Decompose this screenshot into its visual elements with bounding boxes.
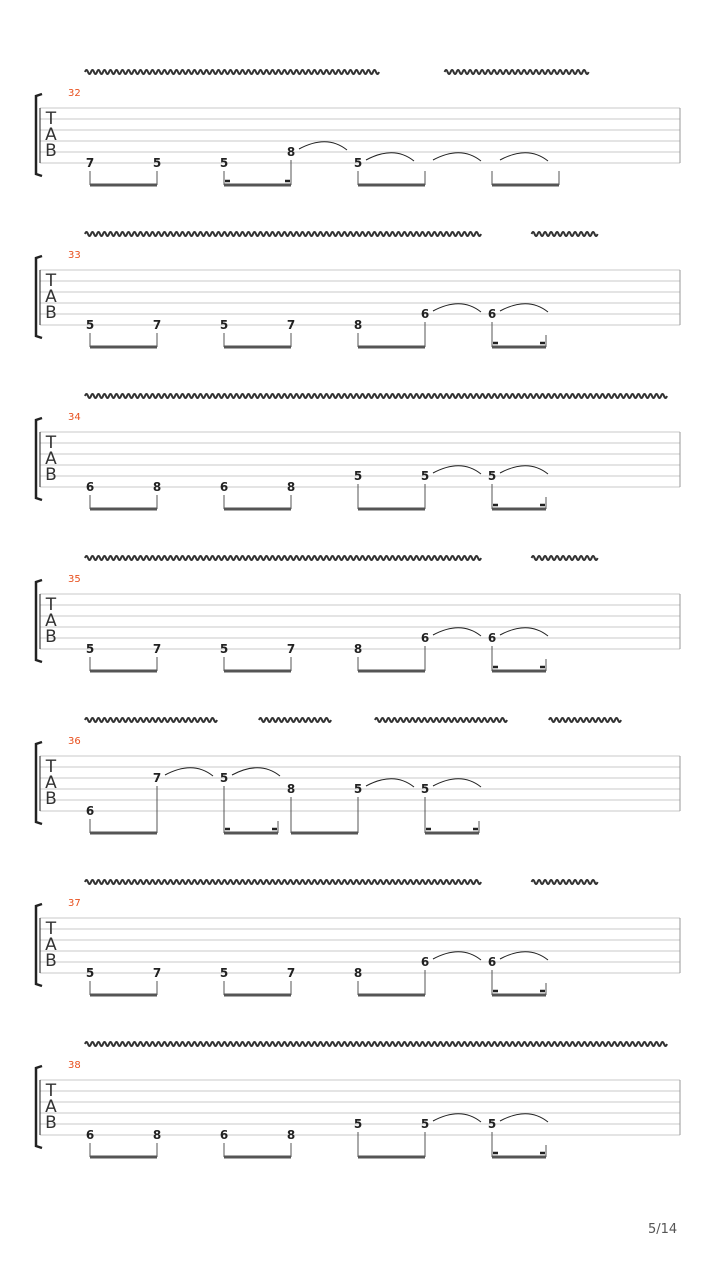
fret-number: 6 <box>487 955 497 969</box>
tie-arc <box>433 779 481 787</box>
tab-clef-letter: B <box>45 789 57 809</box>
tab-clef-letter: B <box>45 141 57 161</box>
measure-number: 34 <box>68 412 81 423</box>
vibrato-line <box>85 232 481 236</box>
fret-number: 5 <box>420 469 430 483</box>
tab-clef-letter: T <box>45 919 57 939</box>
fret-number: 5 <box>85 966 95 980</box>
fret-number: 8 <box>353 966 363 980</box>
tie-arc <box>500 466 548 474</box>
fret-number: 5 <box>85 318 95 332</box>
tab-clef-letter: T <box>45 433 57 453</box>
fret-number: 5 <box>219 771 229 785</box>
fret-number: 8 <box>286 1128 296 1142</box>
vibrato-line <box>532 232 598 236</box>
tab-clef-letter: A <box>45 1097 57 1117</box>
vibrato-line <box>85 394 667 398</box>
tie-arc <box>433 1114 481 1122</box>
fret-number: 6 <box>420 955 430 969</box>
fret-number: 6 <box>420 631 430 645</box>
tie-arc <box>299 142 347 150</box>
fret-number: 7 <box>85 156 95 170</box>
fret-number: 6 <box>487 307 497 321</box>
tab-clef-letter: B <box>45 951 57 971</box>
tab-clef-letter: A <box>45 449 57 469</box>
tab-clef-letter: A <box>45 611 57 631</box>
tie-arc <box>366 779 414 787</box>
fret-number: 6 <box>420 307 430 321</box>
fret-number: 5 <box>219 642 229 656</box>
tab-clef-letter: A <box>45 125 57 145</box>
fret-number: 5 <box>353 469 363 483</box>
fret-number: 5 <box>487 469 497 483</box>
tab-clef-letter: A <box>45 773 57 793</box>
fret-number: 6 <box>85 480 95 494</box>
fret-number: 5 <box>353 782 363 796</box>
tab-clef-letter: T <box>45 109 57 129</box>
vibrato-line <box>85 556 481 560</box>
fret-number: 5 <box>219 966 229 980</box>
tab-clef-letter: B <box>45 303 57 323</box>
fret-number: 7 <box>152 318 162 332</box>
fret-number: 5 <box>85 642 95 656</box>
fret-number: 6 <box>219 480 229 494</box>
fret-number: 6 <box>85 804 95 818</box>
measure-number: 33 <box>68 250 81 261</box>
fret-number: 5 <box>353 1117 363 1131</box>
fret-number: 5 <box>219 156 229 170</box>
fret-number: 5 <box>487 1117 497 1131</box>
tie-arc <box>433 153 481 161</box>
vibrato-line <box>375 718 507 722</box>
tie-arc <box>433 952 481 960</box>
fret-number: 5 <box>353 156 363 170</box>
vibrato-line <box>549 718 621 722</box>
vibrato-line <box>85 718 217 722</box>
fret-number: 5 <box>420 782 430 796</box>
fret-number: 7 <box>152 771 162 785</box>
tie-arc <box>500 304 548 312</box>
fret-number: 8 <box>286 480 296 494</box>
tab-clef-letter: B <box>45 465 57 485</box>
vibrato-line <box>85 1042 667 1046</box>
fret-number: 7 <box>152 966 162 980</box>
system-bracket <box>36 418 42 500</box>
vibrato-line <box>85 70 379 74</box>
vibrato-line <box>532 880 598 884</box>
fret-number: 5 <box>152 156 162 170</box>
fret-number: 6 <box>487 631 497 645</box>
measure-number: 36 <box>68 736 81 747</box>
fret-number: 7 <box>286 318 296 332</box>
fret-number: 8 <box>152 1128 162 1142</box>
measure-number: 38 <box>68 1060 81 1071</box>
vibrato-line <box>445 70 589 74</box>
system-bracket <box>36 94 42 176</box>
tie-arc <box>366 153 414 161</box>
fret-number: 8 <box>353 318 363 332</box>
fret-number: 8 <box>152 480 162 494</box>
tie-arc <box>433 466 481 474</box>
tie-arc <box>500 1114 548 1122</box>
vibrato-line <box>85 880 481 884</box>
tie-arc <box>165 768 213 776</box>
tab-clef-letter: A <box>45 935 57 955</box>
tab-clef-letter: B <box>45 1113 57 1133</box>
fret-number: 8 <box>286 145 296 159</box>
measure-number: 35 <box>68 574 81 585</box>
tie-arc <box>433 304 481 312</box>
fret-number: 7 <box>286 966 296 980</box>
tie-arc <box>500 628 548 636</box>
tab-clef-letter: B <box>45 627 57 647</box>
tie-arc <box>500 153 548 161</box>
system-bracket <box>36 580 42 662</box>
tab-clef-letter: T <box>45 271 57 291</box>
system-bracket <box>36 742 42 824</box>
page-number: 5/14 <box>648 1222 678 1237</box>
fret-number: 7 <box>152 642 162 656</box>
tab-clef-letter: T <box>45 757 57 777</box>
fret-number: 6 <box>219 1128 229 1142</box>
system-bracket <box>36 904 42 986</box>
system-bracket <box>36 256 42 338</box>
vibrato-line <box>532 556 598 560</box>
tab-clef-letter: A <box>45 287 57 307</box>
fret-number: 8 <box>286 782 296 796</box>
tie-arc <box>433 628 481 636</box>
vibrato-line <box>259 718 331 722</box>
measure-number: 37 <box>68 898 81 909</box>
tie-arc <box>232 768 280 776</box>
fret-number: 7 <box>286 642 296 656</box>
fret-number: 5 <box>219 318 229 332</box>
measure-number: 32 <box>68 88 81 99</box>
tie-arc <box>500 952 548 960</box>
fret-number: 8 <box>353 642 363 656</box>
fret-number: 5 <box>420 1117 430 1131</box>
tab-clef-letter: T <box>45 595 57 615</box>
tab-clef-letter: T <box>45 1081 57 1101</box>
system-bracket <box>36 1066 42 1148</box>
fret-number: 6 <box>85 1128 95 1142</box>
